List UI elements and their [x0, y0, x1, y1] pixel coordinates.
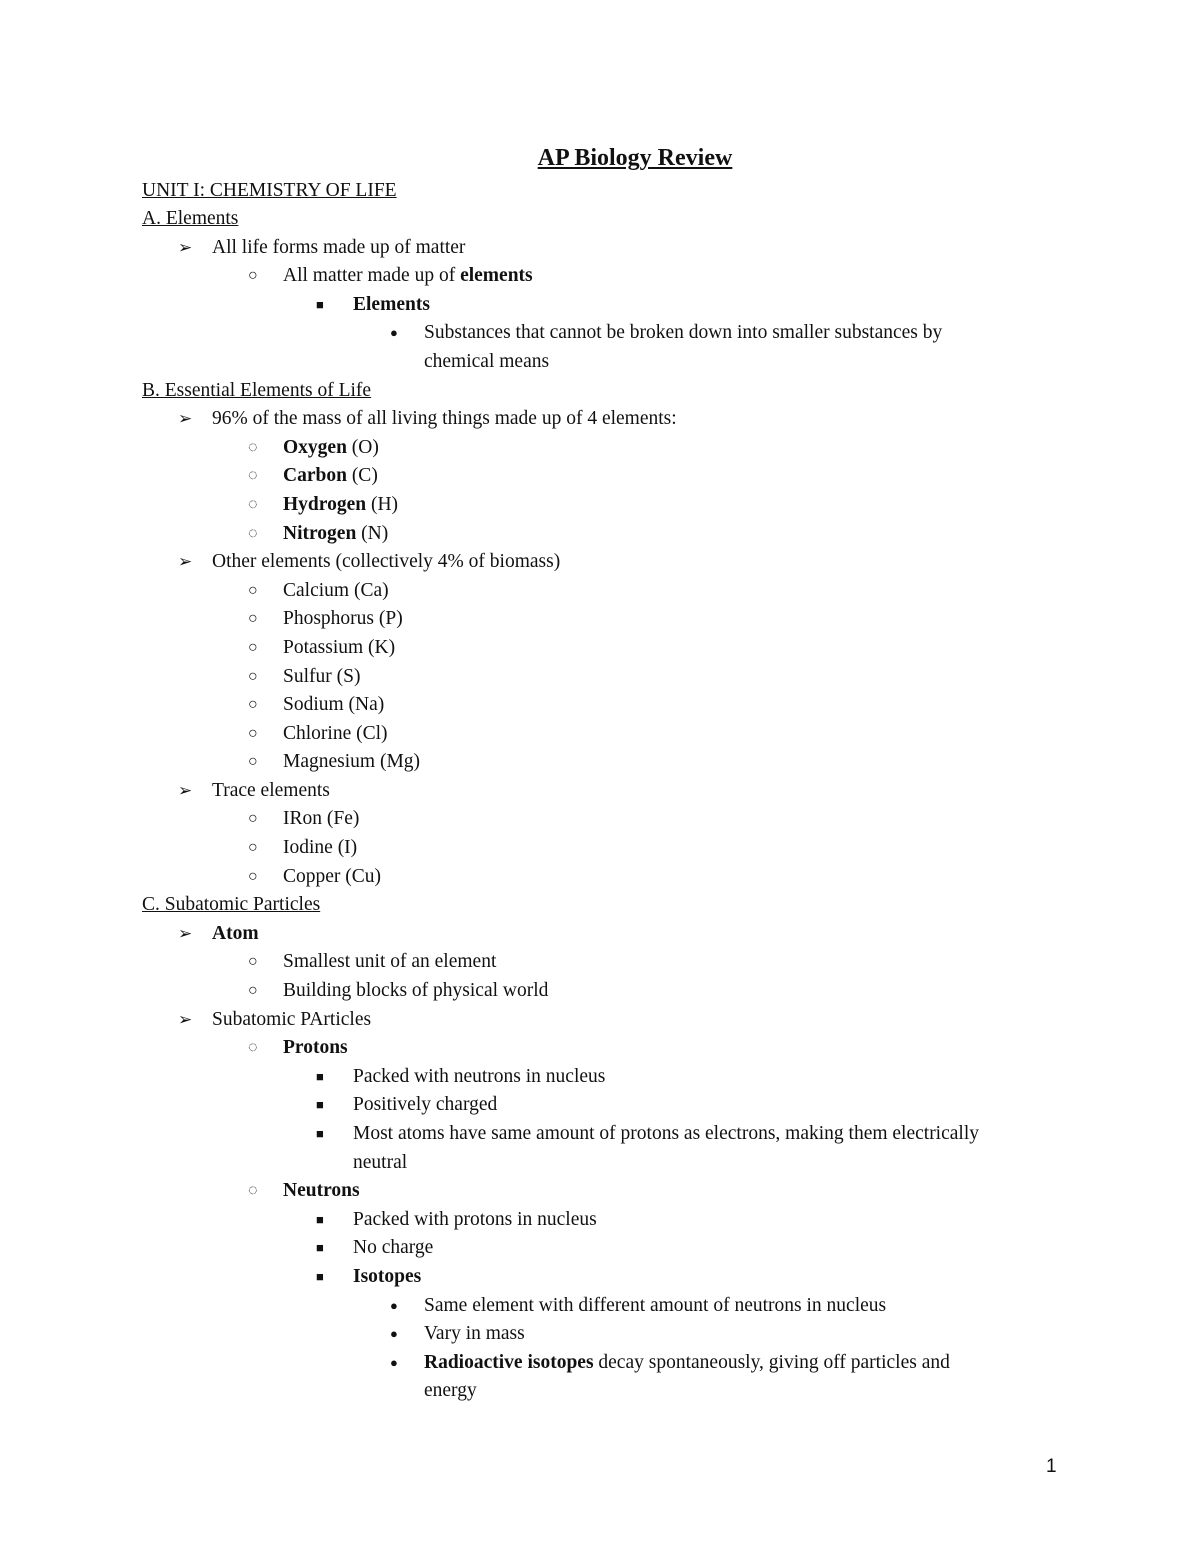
item-text: Most atoms have same amount of protons as electrons, making them electrically — [353, 1123, 979, 1144]
list-item-text — [283, 634, 395, 663]
list-item-text — [283, 720, 388, 749]
list-item-text — [283, 577, 389, 606]
square-bullet-icon: ■ — [316, 1126, 324, 1141]
square-bullet-icon: ■ — [316, 1097, 324, 1113]
bold-term: Elements — [353, 293, 430, 315]
item-text: Copper (Cu) — [283, 865, 382, 887]
list-item — [0, 520, 1200, 549]
item-text: Subatomic PArticles — [212, 1008, 372, 1030]
list-item — [0, 920, 1200, 949]
item-text: B. Essential Elements of Life — [142, 379, 372, 401]
item-text: Other elements (collectively 4% of biomass) — [212, 551, 561, 573]
list-item-text — [353, 1263, 421, 1292]
item-text: energy — [424, 1380, 477, 1402]
dot-bullet-icon: ● — [390, 1297, 398, 1313]
list-item — [0, 1206, 1200, 1235]
item-text: IRon (Fe) — [283, 808, 360, 830]
list-item-text — [283, 491, 398, 520]
list-item-text — [283, 1177, 360, 1206]
item-text: A. Elements — [142, 208, 239, 229]
item-text: 96% of the mass of all living things made up of 4 elements: — [212, 408, 677, 430]
list-item — [0, 863, 1200, 892]
list-item — [0, 1292, 1200, 1321]
list-item — [0, 1349, 1200, 1378]
list-item — [0, 691, 1200, 720]
item-text: Sulfur (S) — [283, 665, 361, 687]
list-item — [0, 434, 1200, 463]
list-item-text — [212, 234, 465, 263]
bold-term: Carbon — [283, 465, 347, 487]
item-text: Positively charged — [353, 1094, 498, 1116]
list-item-text — [212, 777, 330, 806]
arrow-bullet-icon: ➢ — [178, 237, 193, 257]
arrow-bullet-icon: ➢ — [178, 552, 193, 572]
item-text-rest: (O) — [346, 436, 379, 458]
list-item-text — [424, 319, 942, 348]
list-item-text — [353, 1091, 497, 1120]
item-text: Iodine (I) — [283, 837, 358, 859]
list-item-text — [424, 1320, 525, 1349]
list-item — [0, 234, 1200, 263]
list-item-text — [283, 748, 420, 777]
list-item-text — [212, 548, 560, 577]
item-text: Magnesium (Mg) — [283, 751, 421, 773]
list-item — [0, 491, 1200, 520]
dot-bullet-icon: ● — [390, 1326, 398, 1342]
list-item — [0, 1234, 1200, 1263]
bold-term: Neutrons — [283, 1180, 360, 1202]
list-item-text — [283, 977, 548, 1006]
bold-term: Oxygen — [283, 436, 347, 458]
item-text: Same element with different amount of neutrons in nucleus — [424, 1294, 887, 1316]
list-item-text — [142, 380, 371, 401]
list-item — [0, 1006, 1200, 1035]
list-item — [0, 1263, 1200, 1292]
bold-term: elements — [460, 265, 533, 287]
dot-bullet-icon: ● — [390, 1354, 398, 1370]
circle-bullet-icon: ○ — [248, 638, 258, 656]
circle-bullet-icon: ○ — [248, 810, 258, 828]
item-text: Calcium (Ca) — [283, 579, 389, 601]
item-text: All life forms made up of matter — [212, 236, 466, 258]
list-item-text — [283, 805, 359, 834]
item-text: C. Subatomic Particles — [142, 894, 321, 916]
item-text: Building blocks of physical world — [283, 980, 549, 1002]
list-item — [0, 663, 1200, 692]
list-item — [0, 1377, 1200, 1406]
circle-bullet-icon: ○ — [248, 839, 258, 857]
item-text: chemical means — [424, 350, 550, 372]
list-item-text — [424, 348, 549, 377]
circle-bullet-icon: ○ — [248, 867, 258, 885]
page-title: AP Biology Review — [537, 145, 733, 171]
page-number: 1 — [1046, 1456, 1057, 1477]
circle-bullet-icon: ○ — [248, 667, 258, 685]
list-item — [0, 834, 1200, 863]
list-item — [0, 777, 1200, 806]
list-item-text — [142, 208, 238, 229]
item-text-rest: (H) — [366, 493, 399, 515]
item-text-rest: decay spontaneously, giving off particles and — [593, 1351, 950, 1373]
list-item — [0, 1091, 1200, 1120]
list-item — [0, 720, 1200, 749]
dotted-circle-bullet-icon: ◌ — [248, 438, 258, 456]
item-text-rest: (N) — [356, 522, 389, 544]
list-item — [0, 605, 1200, 634]
list-item-text — [212, 405, 677, 434]
dotted-circle-bullet-icon: ◌ — [248, 1182, 258, 1200]
list-item — [0, 634, 1200, 663]
circle-bullet-icon: ○ — [248, 724, 258, 742]
dot-bullet-icon: ● — [390, 325, 398, 341]
item-text: All matter made up of — [283, 265, 461, 287]
circle-bullet-icon: ○ — [248, 610, 258, 628]
outline-body — [0, 205, 1200, 1406]
list-item-text — [283, 434, 379, 463]
list-item — [0, 577, 1200, 606]
list-item — [0, 348, 1200, 377]
item-text: Substances that cannot be broken down into smaller substances by — [424, 322, 943, 344]
circle-bullet-icon: ○ — [248, 753, 258, 771]
list-item — [0, 291, 1200, 320]
square-bullet-icon: ■ — [316, 296, 324, 312]
list-item-text — [283, 462, 378, 491]
list-item-text — [283, 605, 403, 634]
circle-bullet-icon: ○ — [248, 267, 258, 285]
list-item-text — [283, 863, 381, 892]
dotted-circle-bullet-icon: ◌ — [248, 467, 258, 485]
list-item — [0, 1034, 1200, 1063]
list-item — [0, 1177, 1200, 1206]
list-item-text — [283, 663, 360, 692]
item-text: Trace elements — [212, 779, 330, 801]
circle-bullet-icon: ○ — [248, 982, 258, 1000]
section-heading — [0, 205, 1200, 234]
list-item-text — [424, 1292, 886, 1321]
item-text: No charge — [353, 1237, 434, 1259]
square-bullet-icon: ■ — [316, 1211, 324, 1227]
list-item-text — [353, 1063, 605, 1092]
item-text-rest: (C) — [346, 465, 378, 487]
unit-heading: UNIT I: CHEMISTRY OF LIFE — [142, 180, 397, 201]
square-bullet-icon: ■ — [316, 1268, 324, 1284]
bold-term: Isotopes — [353, 1265, 422, 1287]
circle-bullet-icon: ○ — [248, 581, 258, 599]
item-text: Sodium (Na) — [283, 694, 385, 716]
dotted-circle-bullet-icon: ◌ — [248, 495, 258, 513]
arrow-bullet-icon: ➢ — [178, 409, 193, 429]
circle-bullet-icon: ○ — [248, 696, 258, 714]
bold-term: Atom — [212, 922, 259, 944]
list-item-text — [353, 1149, 407, 1178]
list-item-text — [283, 1034, 348, 1063]
list-item-text — [212, 920, 259, 949]
dotted-circle-bullet-icon: ◌ — [248, 524, 258, 542]
list-item — [0, 1149, 1200, 1178]
item-text: Chlorine (Cl) — [283, 722, 388, 744]
list-item — [0, 1120, 1200, 1149]
list-item — [0, 748, 1200, 777]
bold-term: Hydrogen — [283, 493, 367, 515]
list-item-text — [353, 1234, 433, 1263]
list-item — [0, 262, 1200, 291]
list-item — [0, 462, 1200, 491]
circle-bullet-icon: ○ — [248, 953, 258, 971]
list-item-text — [212, 1006, 371, 1035]
item-text: Potassium (K) — [283, 636, 396, 658]
list-item-text — [283, 691, 384, 720]
list-item — [0, 977, 1200, 1006]
list-item — [0, 805, 1200, 834]
list-item — [0, 319, 1200, 348]
section-heading — [0, 377, 1200, 406]
section-heading — [0, 891, 1200, 920]
item-text: Phosphorus (P) — [283, 608, 403, 630]
square-bullet-icon: ■ — [316, 1240, 324, 1256]
list-item-text — [142, 894, 320, 915]
item-text: Smallest unit of an element — [283, 951, 497, 973]
arrow-bullet-icon: ➢ — [178, 780, 193, 800]
dotted-circle-bullet-icon: ◌ — [248, 1039, 258, 1057]
list-item — [0, 1063, 1200, 1092]
list-item-text — [424, 1349, 950, 1378]
list-item-text — [353, 1120, 979, 1149]
square-bullet-icon: ■ — [316, 1068, 324, 1084]
list-item — [0, 405, 1200, 434]
list-item — [0, 548, 1200, 577]
list-item-text — [283, 262, 533, 291]
arrow-bullet-icon: ➢ — [178, 923, 193, 943]
bold-term: Nitrogen — [283, 522, 357, 544]
item-text: neutral — [353, 1151, 408, 1173]
list-item-text — [353, 1206, 597, 1235]
list-item-text — [283, 834, 357, 863]
list-item — [0, 1320, 1200, 1349]
item-text: Packed with protons in nucleus — [353, 1208, 597, 1230]
bold-term: Protons — [283, 1037, 348, 1059]
bold-term: Radioactive isotopes — [424, 1351, 594, 1373]
item-text: Vary in mass — [424, 1323, 525, 1345]
list-item-text — [283, 948, 496, 977]
arrow-bullet-icon: ➢ — [178, 1009, 193, 1029]
item-text: Packed with neutrons in nucleus — [353, 1065, 606, 1087]
list-item-text — [353, 291, 430, 320]
list-item-text — [283, 520, 388, 549]
list-item-text — [424, 1377, 477, 1406]
list-item — [0, 948, 1200, 977]
